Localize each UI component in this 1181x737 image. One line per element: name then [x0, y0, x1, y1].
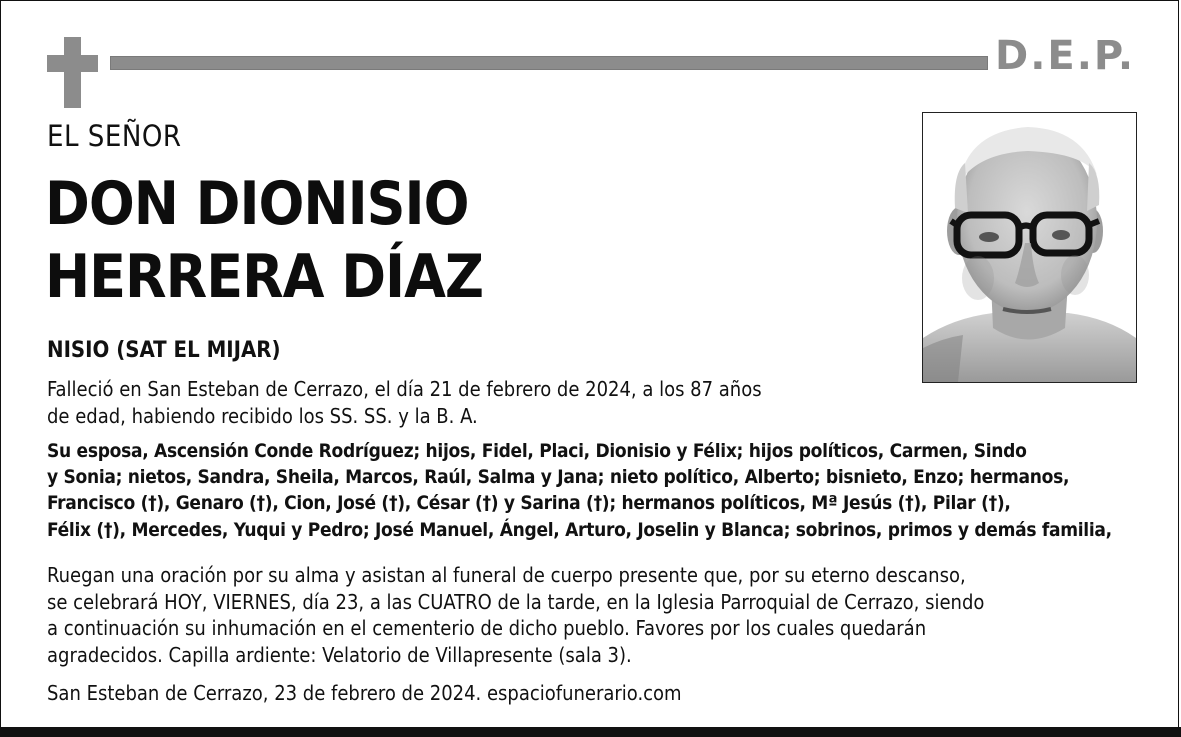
header-divider	[110, 56, 988, 70]
family-line: Su esposa, Ascensión Conde Rodríguez; hijos, Fidel, Placi, Dionisio y Félix; hijos políticos, Carmen, Sindo	[47, 440, 1027, 462]
closing-line: San Esteban de Cerrazo, 23 de febrero de 2024. espaciofunerario.com	[47, 681, 682, 705]
portrait-illustration	[923, 113, 1136, 382]
family-line: Félix (†), Mercedes, Yuqui y Pedro; José Manuel, Ángel, Arturo, Joselin y Blanca; sobrinos, primos y demás familia,	[47, 518, 1112, 541]
bottom-rule	[0, 727, 1181, 737]
portrait-photo	[922, 112, 1137, 383]
death-details-line: Falleció en San Esteban de Cerrazo, el día 21 de febrero de 2024, a los 87 años	[47, 377, 762, 401]
funeral-details	[47, 562, 984, 668]
nickname: NISIO (SAT EL MIJAR)	[47, 338, 281, 363]
funeral-line: Ruegan una oración por su alma y asistan al funeral de cuerpo presente que, por su eterno descanso,	[47, 563, 966, 587]
funeral-line: agradecidos. Capilla ardiente: Velatorio de Villapresente (sala 3).	[47, 642, 632, 667]
family-line: y Sonia; nietos, Sandra, Sheila, Marcos, Raúl, Salma y Jana; nieto político, Alberto; bisnieto, Enzo; hermanos,	[47, 466, 1070, 489]
death-details-line: de edad, habiendo recibido los SS. SS. y la B. A.	[47, 403, 478, 428]
dep-label: D.E.P.	[995, 33, 1136, 79]
cross-icon-bar	[47, 55, 98, 72]
title-prefix: EL SEÑOR	[47, 119, 182, 153]
funeral-line: se celebrará HOY, VIERNES, día 23, a las CUATRO de la tarde, en la Iglesia Parroquial de Cerrazo, siendo	[47, 589, 985, 614]
death-details	[47, 376, 762, 429]
name-line-1: DON DIONISIO	[45, 169, 469, 239]
funeral-line: a continuación su inhumación en el cementerio de dicho pueblo. Favores por los cuales quedarán	[47, 616, 927, 640]
deceased-name	[45, 168, 483, 314]
name-line-2: HERRERA DÍAZ	[45, 242, 484, 312]
family-list	[47, 438, 1112, 543]
cross-icon	[64, 37, 81, 108]
family-line: Francisco (†), Genaro (†), Cion, José (†), César (†) y Sarina (†); hermanos políticos, Mª Jesús (†), Pilar (†),	[47, 492, 1011, 515]
